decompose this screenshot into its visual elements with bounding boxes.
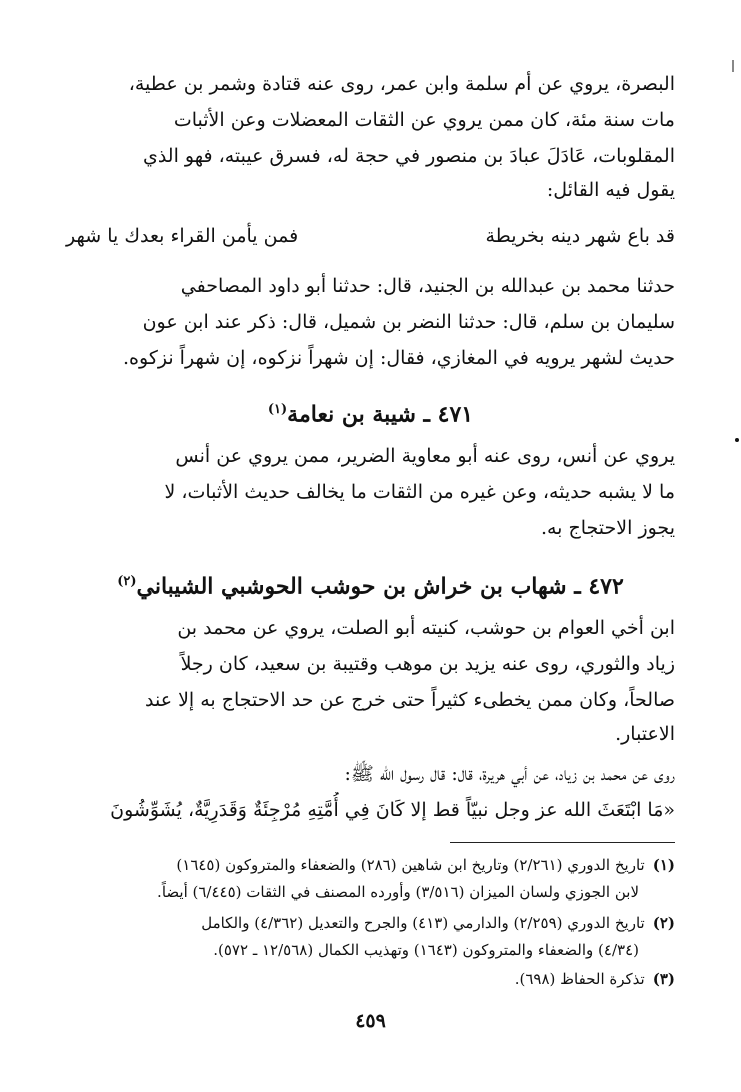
- entry-heading: [66, 562, 675, 606]
- text-line: المقلوبات، عَادَلَ عبادَ بن منصور في حجة له، فسرق عيبته، فهو الذي: [142, 145, 675, 167]
- footnote-text: تاريخ الدوري (٢/٢٥٩) والدارمي (٤١٣) والجرح والتعديل (٤/٣٦٢) والكامل: [201, 914, 645, 932]
- text-line: مات سنة مئة، كان ممن يروي عن الثقات المعضلات وعن الأثبات: [173, 109, 675, 131]
- footnote: [66, 966, 675, 993]
- text-line: روى عن محمد بن زياد، عن أبي هريرة، قال: قال رسول الله ﷺ:: [344, 763, 675, 785]
- text-line: يجوز الاحتجاج به.: [540, 517, 675, 539]
- footnote-text: تاريخ الدوري (٢/٢٦١) وتاريخ ابن شاهين (٢٨٦) والضعفاء والمتروكون (١٦٤٥): [176, 856, 645, 874]
- verse-second-hemistich: فمن يأمن القراء بعدك يا شهر: [66, 225, 299, 247]
- text-line: ما لا يشبه حديثه، وعن غيره من الثقات ما يخالف حديث الأثبات، لا: [164, 481, 675, 503]
- footnote-text: تذكرة الحفاظ (٦٩٨).: [514, 970, 645, 988]
- footnote-text: لابن الجوزي ولسان الميزان (٣/٥١٦) وأورده المصنف في الثقات (٦/٤٤٥) أيضاً.: [157, 883, 639, 901]
- text-line: زياد والثوري، روى عنه يزيد بن موهب وقتيبة بن سعيد، كان رجلاً: [180, 653, 675, 675]
- text-line: «مَا ابْتَعَثَ الله عز وجل نبيّاً قط إلا كَانَ فِي أُمَّتِهِ مُرْجِئَةٌ وَقَدَرِيَّةٌ، يُشَوِّشُونَ: [110, 799, 675, 821]
- footnote-number: (٣): [652, 970, 675, 988]
- text-line: الاعتبار.: [615, 723, 675, 745]
- verse: [66, 216, 675, 256]
- footnote: [66, 852, 675, 906]
- text-line: حدثنا محمد بن عبدالله بن الجنيد، قال: حدثنا أبو داود المصاحفي: [180, 275, 675, 297]
- footnote-separator: [450, 842, 675, 843]
- text-line: صالحاً، وكان ممن يخطىء كثيراً حتى خرج عن حد الاحتجاج به إلا عند: [144, 689, 675, 711]
- footnote-ref: (١): [267, 402, 288, 417]
- entry-heading: [66, 390, 675, 434]
- footnote: [66, 910, 675, 964]
- entry-title: ٤٧٢ ـ شهاب بن خراش بن حوشب الحوشبي الشيباني: [136, 573, 624, 600]
- text-line: حديث لشهر يرويه في المغازي، فقال: إن شهراً نزكوه، إن شهراً نزكوه.: [123, 347, 675, 369]
- footnote-text: (٤/٣٤) والضعفاء والمتروكون (١٦٤٣) وتهذيب الكمال (١٢/٥٦٨ ـ ٥٧٢).: [213, 941, 639, 959]
- text-line: يروي عن أنس، روى عنه أبو معاوية الضرير، ممن يروي عن أنس: [175, 445, 675, 467]
- verse-first-hemistich: قد باع شهر دينه بخريطة: [485, 225, 675, 247]
- text-line: يقول فيه القائل:: [546, 179, 675, 201]
- footnote-number: (١): [652, 856, 675, 874]
- footnote-ref: (٢): [117, 574, 137, 589]
- margin-mark: [732, 60, 734, 72]
- footnote-number: (٢): [652, 914, 675, 932]
- entry-title: ٤٧١ ـ شيبة بن نعامة: [287, 401, 474, 428]
- text-line: سليمان بن سلم، قال: حدثنا النضر بن شميل، قال: ذكر عند ابن عون: [142, 311, 675, 333]
- text-line: البصرة، يروي عن أم سلمة وابن عمر، روى عنه قتادة وشمر بن عطية،: [128, 73, 675, 95]
- text-line: ابن أخي العوام بن حوشب، كنيته أبو الصلت، يروي عن محمد بن: [177, 617, 675, 639]
- page-number: ٤٥٩: [355, 1010, 386, 1032]
- margin-dot: [735, 438, 739, 442]
